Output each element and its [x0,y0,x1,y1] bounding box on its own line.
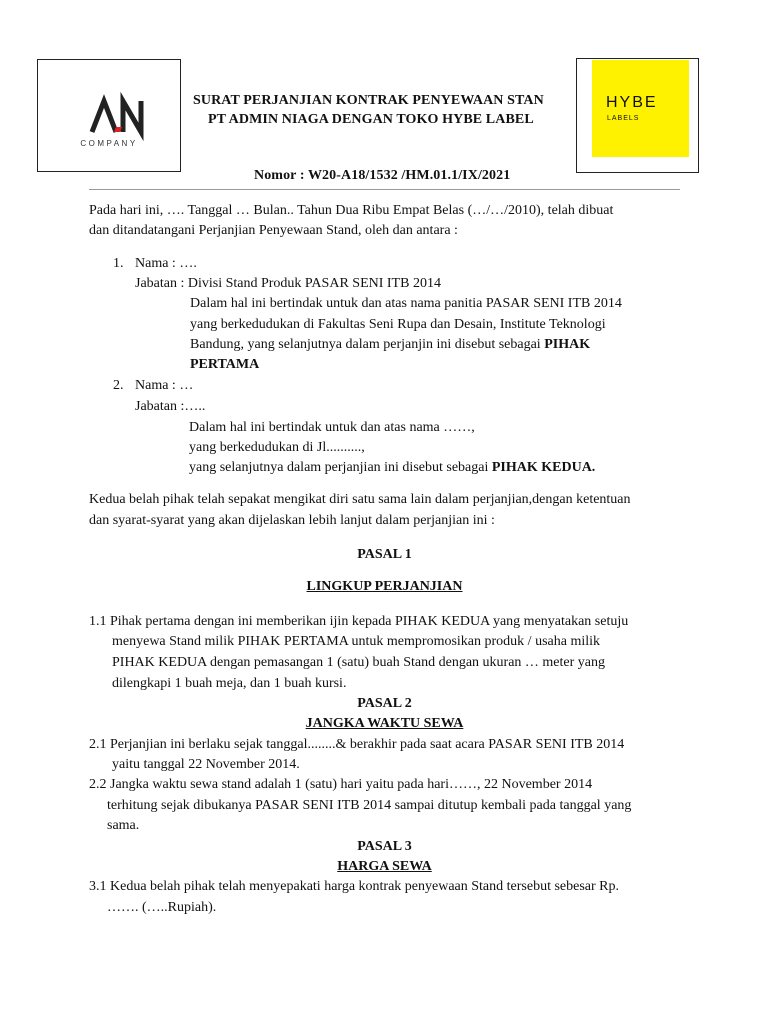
pasal2-clause-2-line-3: sama. [107,818,140,833]
party1-desc-1: Dalam hal ini bertindak untuk dan atas nama panitia PASAR SENI ITB 2014 [190,296,622,311]
pasal2-clause-1-line-2: yaitu tanggal 22 November 2014. [112,757,300,772]
party1-desc-3 [190,335,590,355]
pasal3-title: PASAL 3 [357,839,412,854]
party2-jabatan: Jabatan :….. [135,399,206,414]
party2-desc-3-text: yang selanjutnya dalam perjanjian ini disebut sebagai [189,460,489,475]
party2-desc-3 [189,458,595,478]
agreement-line-2: dan syarat-syarat yang akan dijelaskan lebih lanjut dalam perjanjian ini : [89,513,495,528]
right-logo-box [576,58,699,173]
hybe-logo [592,60,689,157]
agreement-line-1: Kedua belah pihak telah sepakat mengikat diri satu sama lain dalam perjanjian,dengan ketentuan [89,492,631,507]
hybe-logo-sub: LABELS [607,115,640,122]
pasal1-title: PASAL 1 [357,547,412,562]
party2-role-bold: PIHAK KEDUA. [491,460,596,475]
pasal2-subtitle: JANGKA WAKTU SEWA [305,716,464,731]
left-logo-sub: COMPANY [80,139,138,148]
party1-desc-2: yang berkedudukan di Fakultas Seni Rupa dan Desain, Institute Teknologi [190,317,606,332]
party2-number: 2. [113,378,124,393]
pasal1-clause-1-line-1: 1.1 Pihak pertama dengan ini memberikan ijin kepada PIHAK KEDUA yang menyatakan setuju [89,614,629,629]
party2-name: Nama : … [135,378,194,393]
pasal1-clause-1-line-4: dilengkapi 1 buah meja, dan 1 buah kursi. [112,676,347,691]
party1-role-bold-2: PERTAMA [190,357,260,372]
pasal1-clause-1-line-3: PIHAK KEDUA dengan pemasangan 1 (satu) buah Stand dengan ukuran … meter yang [112,655,605,670]
party1-number: 1. [113,256,124,271]
intro-line-2: dan ditandatangani Perjanjian Penyewaan Stand, oleh dan antara : [89,223,458,238]
party1-role-bold: PIHAK [544,337,591,352]
document-number: Nomor : W20-A18/1532 /HM.01.1/IX/2021 [254,168,511,183]
pasal2-clause-2-line-1: 2.2 Jangka waktu sewa stand adalah 1 (satu) hari yaitu pada hari……, 22 November 2014 [89,777,593,792]
header-divider [89,189,680,190]
party2-desc-2: yang berkedudukan di Jl.........., [189,440,365,455]
intro-line-1: Pada hari ini, …. Tanggal … Bulan.. Tahun Dua Ribu Empat Belas (…/…/2010), telah dibuat [89,203,614,218]
hybe-logo-mark: HYBE [606,94,658,111]
pasal1-subtitle: LINGKUP PERJANJIAN [306,579,463,594]
party1-name: Nama : …. [135,256,197,271]
pasal3-clause-1-line-2: ……. (…..Rupiah). [107,900,217,915]
party1-jabatan: Jabatan : Divisi Stand Produk PASAR SENI ITB 2014 [135,276,441,291]
an-company-logo [38,60,180,171]
pasal3-clause-1-line-1: 3.1 Kedua belah pihak telah menyepakati harga kontrak penyewaan Stand tersebut sebesar Rp. [89,879,620,894]
pasal3-subtitle: HARGA SEWA [337,859,432,874]
left-logo-box [37,59,181,172]
pasal2-title: PASAL 2 [357,696,412,711]
pasal2-clause-1-line-1: 2.1 Perjanjian ini berlaku sejak tanggal........& berakhir pada saat acara PASAR SENI ITB 2014 [89,737,625,752]
party1-desc-3-text: Bandung, yang selanjutnya dalam perjanjin ini disebut sebagai [190,337,541,352]
party2-desc-1: Dalam hal ini bertindak untuk dan atas nama ……, [189,420,475,435]
title-line-2: PT ADMIN NIAGA DENGAN TOKO HYBE LABEL [208,112,534,127]
pasal2-clause-2-line-2: terhitung sejak dibukanya PASAR SENI ITB 2014 sampai ditutup kembali pada tanggal yang [107,798,632,813]
pasal1-clause-1-line-2: menyewa Stand milik PIHAK PERTAMA untuk mempromosikan produk / usaha milik [112,634,601,649]
title-line-1: SURAT PERJANJIAN KONTRAK PENYEWAAN STAN [193,93,544,108]
